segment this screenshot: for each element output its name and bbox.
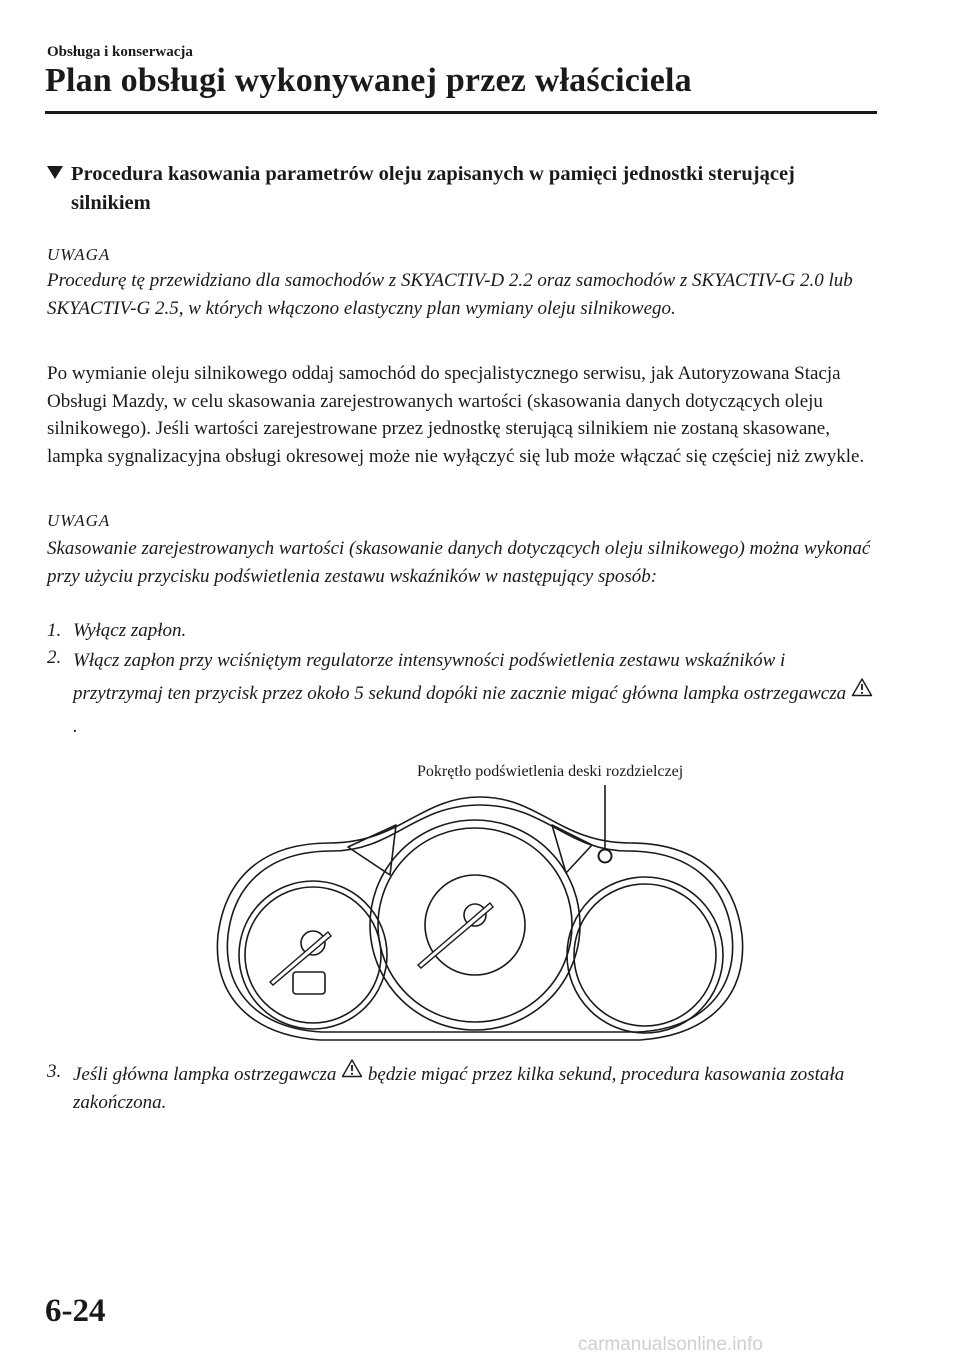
watermark: carmanualsonline.info — [578, 1334, 763, 1355]
left-gauge-display — [293, 972, 325, 994]
page-title: Plan obsługi wykonywanej przez właściciela — [45, 62, 692, 99]
step-text — [73, 644, 873, 743]
center-gauge-bezel — [378, 828, 572, 1022]
step-text-start: Jeśli główna lampka ostrzegawcza — [73, 1064, 337, 1085]
step-number: 2. — [47, 647, 62, 668]
page-number: 6-24 — [45, 1293, 106, 1329]
triangle-down-icon — [47, 166, 63, 179]
note-label: UWAGA — [47, 245, 111, 264]
step-text — [73, 1058, 873, 1116]
left-indicator — [348, 825, 396, 875]
body-paragraph: Po wymianie oleju silnikowego oddaj samochód do specjalistycznego serwisu, jak Autoryzowana Stacja Obsługi Mazdy, w celu skasowania zarejestrowanych wartości (skasowania danych dotyczących oleju silnikowego). Jeśli wartości zarejestrowane przez jednostkę sterującą silnikiem nie zostaną skasowane, lampka sygnalizacyjna obsługi okresowej może nie wyłączyć się lub może włączać się częściej niż zwykle. — [47, 363, 865, 467]
center-gauge-face — [425, 875, 525, 975]
title-rule — [45, 111, 877, 114]
step-number: 3. — [47, 1061, 62, 1082]
step-item — [47, 617, 877, 645]
figure-caption: Pokrętło podświetlenia deski rozdzielczej — [417, 763, 684, 780]
step-text-end: będzie migać przez kilka sekund, procedura kasowania została zakończona. — [73, 1064, 845, 1113]
center-gauge-ring — [370, 820, 580, 1030]
right-indicator — [552, 825, 592, 873]
step-text-end: . — [73, 716, 78, 737]
left-gauge-needle — [270, 932, 331, 985]
instrument-cluster-illustration — [200, 785, 760, 1045]
warning-icon — [341, 1058, 363, 1078]
step-number: 1. — [47, 620, 62, 641]
step-text: Wyłącz zapłon. — [73, 620, 187, 641]
note-text: Procedurę tę przewidziano dla samochodów z SKYACTIV-D 2.2 oraz samochodów z SKYACTIV-G 2.0 lub SKYACTIV-G 2.5, w których włączono elastyczny plan wymiany oleju silnikowego. — [47, 270, 853, 319]
note-text: Skasowanie zarejestrowanych wartości (skasowanie danych dotyczących oleju silnikowego) można wykonać przy użyciu przycisku podświetlenia zestawu wskaźników w następujący sposób: — [47, 538, 871, 587]
step-item — [47, 644, 877, 744]
dimmer-knob — [599, 850, 612, 863]
right-gauge-face — [574, 884, 716, 1026]
warning-icon — [851, 677, 873, 697]
note-label: UWAGA — [47, 511, 111, 530]
step-item — [47, 1058, 877, 1118]
step-text-main: Włącz zapłon przy wciśniętym regulatorze intensywności podświetlenia zestawu wskaźników i przytrzymaj ten przycisk przez około 5 sekund dopóki nie zacznie migać główna lampka ostrzegawcza — [73, 650, 847, 704]
center-gauge-needle — [418, 903, 493, 968]
subsection-heading: Procedura kasowania parametrów oleju zapisanych w pamięci jednostki sterującej silnikiem — [71, 163, 795, 214]
section-label: Obsługa i konserwacja — [47, 44, 193, 60]
right-gauge-ring — [567, 877, 723, 1033]
